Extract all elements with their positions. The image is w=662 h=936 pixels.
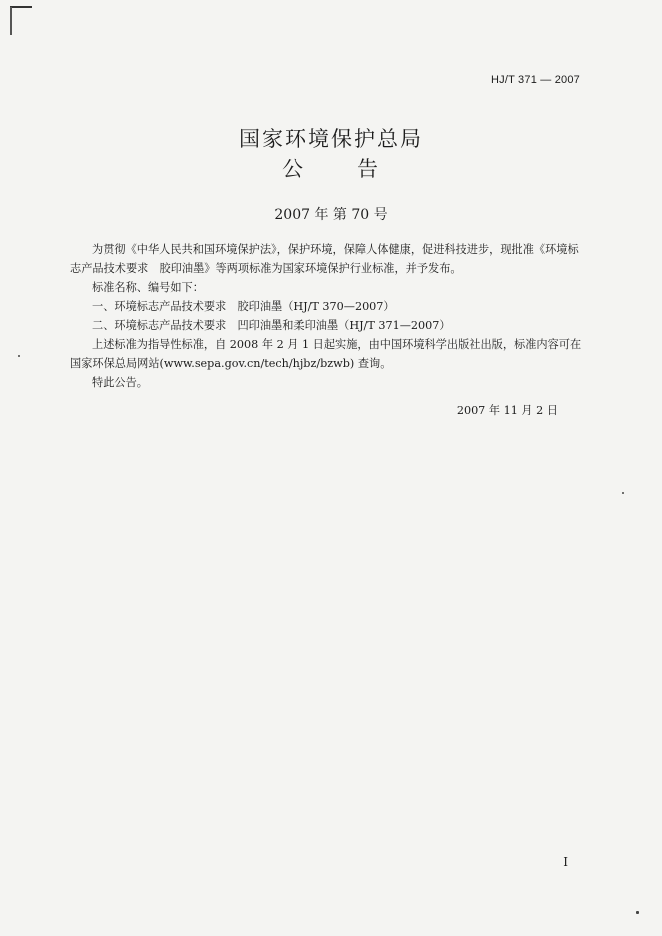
- agency-title: 国家环境保护总局: [239, 127, 423, 151]
- standard-code: HJ/T 371 — 2007: [490, 74, 580, 86]
- closing-line: 特此公告。: [92, 376, 148, 389]
- notice-body: [70, 240, 582, 392]
- page-number: I: [563, 855, 568, 869]
- list-intro: 标准名称、编号如下：: [92, 281, 204, 294]
- announcement-title-left: 公: [282, 157, 305, 181]
- paragraph-approval: 为贯彻《中华人民共和国环境保护法》，保护环境，保障人体健康，促进科技进步，现批准《环境标志产品技术要求 胶印油墨》等两项标准为国家环境保护行业标准，并予发布。: [70, 243, 579, 275]
- paragraph-implementation: 上述标准为指导性标准，自 2008 年 2 月 1 日起实施，由中国环境科学出版社出版，标准内容可在国家环保总局网站(www.sepa.gov.cn/tech/hjbz/bzwb) 查询。: [70, 338, 582, 370]
- scan-mark: [10, 6, 32, 8]
- standard-item-2: 二、环境标志产品技术要求 凹印油墨和柔印油墨（HJ/T 371—2007）: [92, 319, 451, 332]
- standard-item-1: 一、环境标志产品技术要求 胶印油墨（HJ/T 370—2007）: [92, 300, 395, 313]
- scan-speck: [636, 911, 639, 914]
- notice-number: 2007 年 第 70 号: [274, 207, 388, 223]
- announcement-title: [0, 153, 662, 183]
- scan-speck: [18, 355, 20, 357]
- scan-mark-vertical: [10, 7, 12, 35]
- issue-date: 2007 年 11 月 2 日: [456, 404, 558, 417]
- scan-speck: [622, 492, 624, 494]
- announcement-title-right: 告: [357, 157, 380, 181]
